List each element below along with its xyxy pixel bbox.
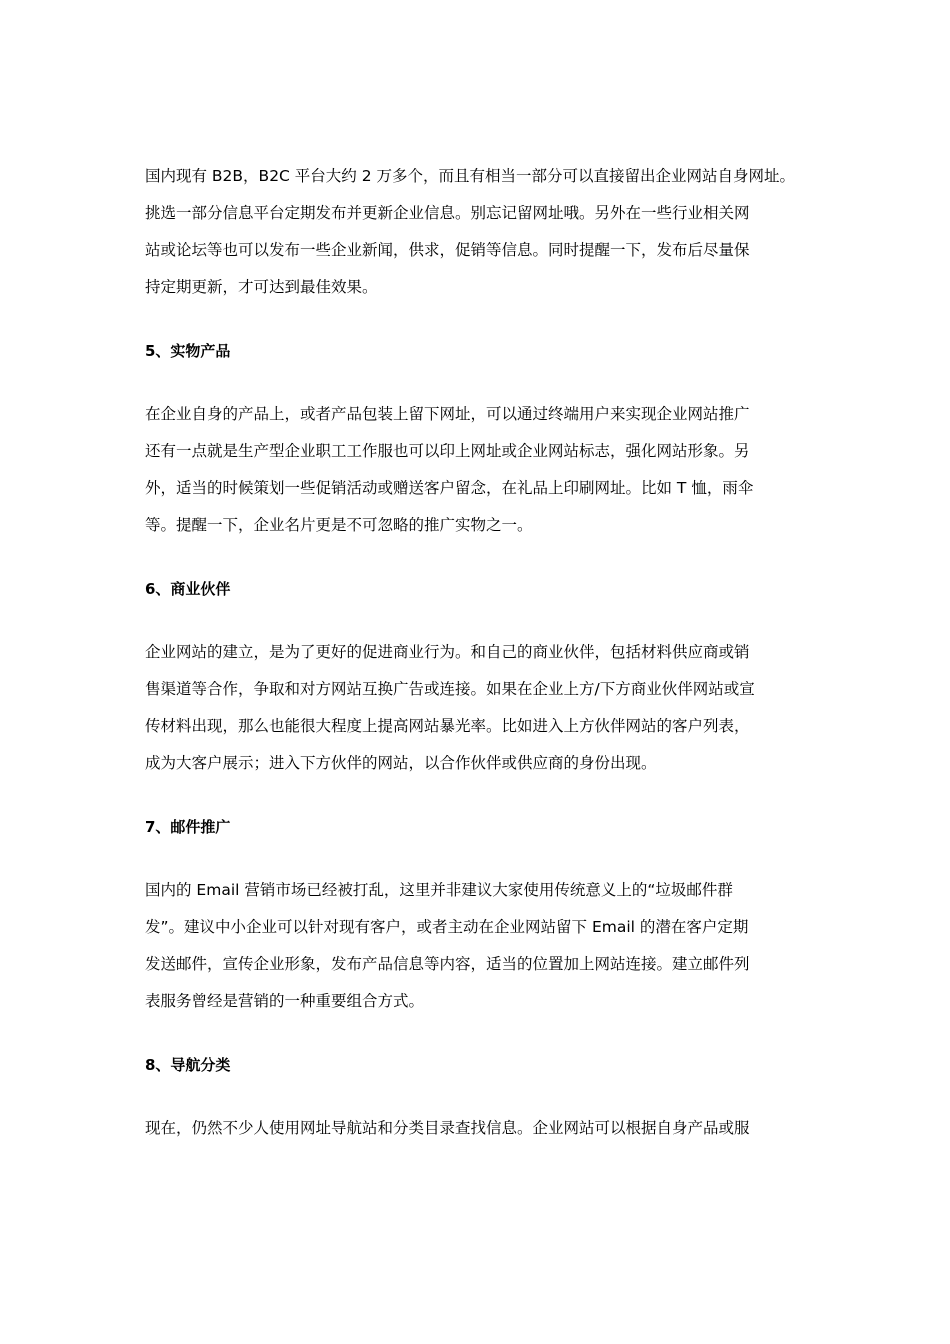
section-heading-navigation-directories: 8、导航分类 [145,1056,231,1074]
text-line: 现在，仍然不少人使用网址导航站和分类目录查找信息。企业网站可以根据自身产品或服 [145,1119,750,1137]
text-line: 发”。建议中小企业可以针对现有客户，或者主动在企业网站留下 Email 的潜在客户定期 [145,918,749,936]
spacer [145,782,815,809]
text-line: 国内的 Email 营销市场已经被打乱，这里并非建议大家使用传统意义上的“垃圾邮件群 [145,881,733,899]
spacer [145,1020,815,1047]
paragraph-physical-products [145,396,815,544]
section-heading-business-partners: 6、商业伙伴 [145,580,231,598]
text-line: 企业网站的建立，是为了更好的促进商业行为。和自己的商业伙伴，包括材料供应商或销 [145,643,750,661]
spacer [145,306,815,333]
text-line: 持定期更新，才可达到最佳效果。 [145,278,378,296]
document-body [145,158,815,1147]
text-line: 发送邮件，宣传企业形象，发布产品信息等内容，适当的位置加上网站连接。建立邮件列 [145,955,750,973]
text-line: 等。提醒一下，企业名片更是不可忽略的推广实物之一。 [145,516,533,534]
paragraph-b2b-platforms [145,158,815,306]
text-line: 外，适当的时候策划一些促销活动或赠送客户留念，在礼品上印刷网址。比如 T 恤，雨伞 [145,479,754,497]
paragraph-email-promotion [145,872,815,1020]
text-line: 国内现有 B2B，B2C 平台大约 2 万多个，而且有相当一部分可以直接留出企业网站自身网址。 [145,167,796,185]
text-line: 传材料出现，那么也能很大程度上提高网站暴光率。比如进入上方伙伴网站的客户列表， [145,717,750,735]
section-heading-physical-products: 5、实物产品 [145,342,231,360]
spacer [145,544,815,571]
spacer [145,370,815,396]
text-line: 在企业自身的产品上，或者产品包装上留下网址，可以通过终端用户来实现企业网站推广 [145,405,750,423]
paragraph-navigation-directories [145,1110,815,1147]
text-line: 站或论坛等也可以发布一些企业新闻，供求，促销等信息。同时提醒一下，发布后尽量保 [145,241,750,259]
paragraph-business-partners [145,634,815,782]
text-line: 表服务曾经是营销的一种重要组合方式。 [145,992,425,1010]
text-line: 还有一点就是生产型企业职工工作服也可以印上网址或企业网站标志，强化网站形象。另 [145,442,750,460]
text-line: 挑选一部分信息平台定期发布并更新企业信息。别忘记留网址哦。另外在一些行业相关网 [145,204,750,222]
spacer [145,846,815,872]
text-line: 成为大客户展示；进入下方伙伴的网站，以合作伙伴或供应商的身份出现。 [145,754,657,772]
spacer [145,608,815,634]
text-line: 售渠道等合作，争取和对方网站互换广告或连接。如果在企业上方/下方商业伙伴网站或宣 [145,680,755,698]
spacer [145,1084,815,1110]
section-heading-email-promotion: 7、邮件推广 [145,818,231,836]
